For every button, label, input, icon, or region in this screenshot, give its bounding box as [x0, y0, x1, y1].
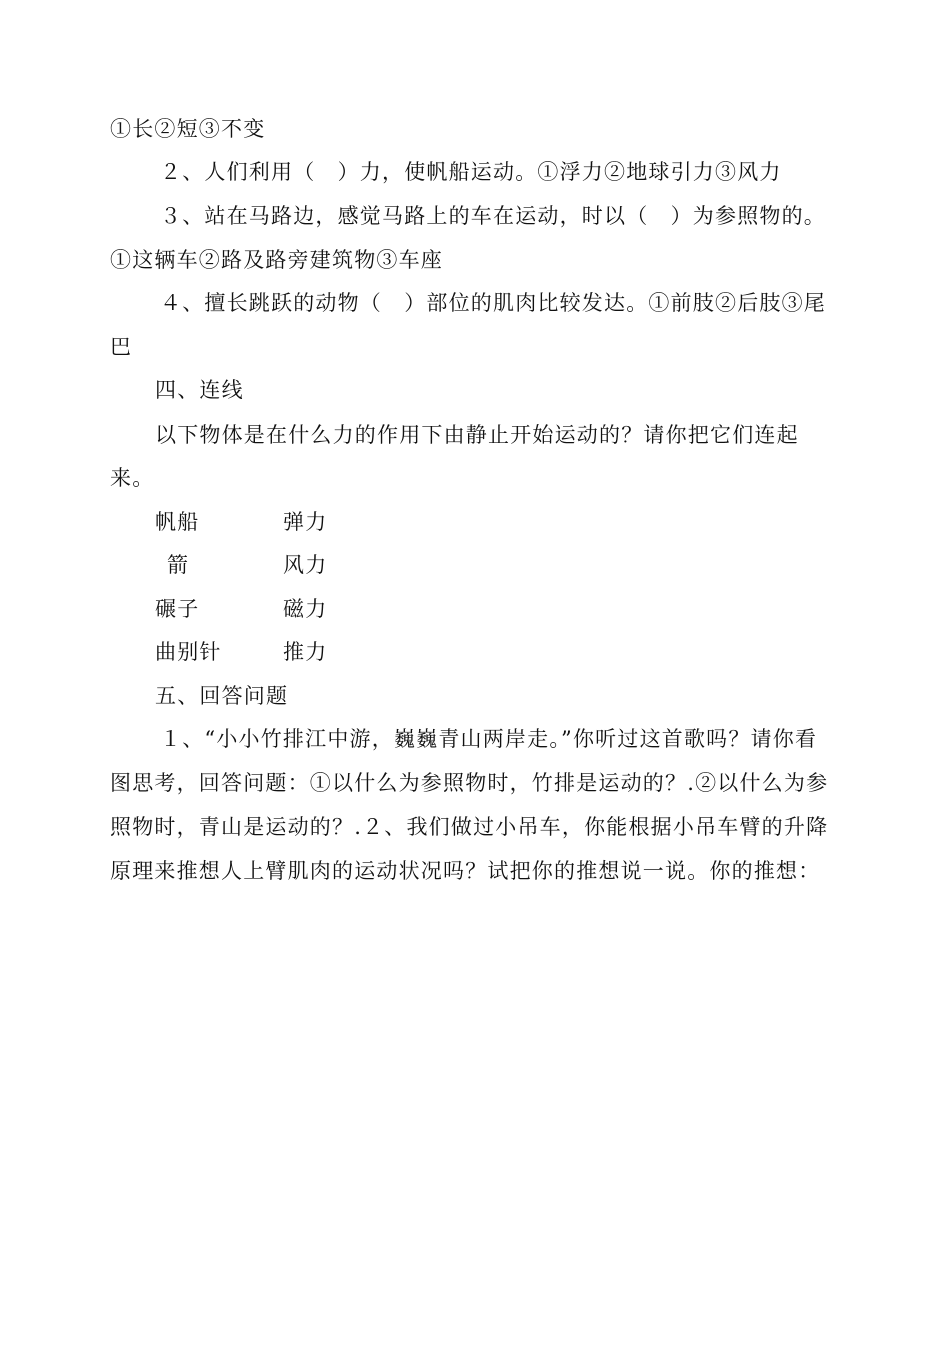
matching-right-item: 磁力 — [283, 597, 328, 621]
section-4-instructions: 以下物体是在什么力的作用下由静止开始运动的？请你把它们连起 — [155, 423, 799, 447]
question-3-options: ①这辆车②路及路旁建筑物③车座 — [110, 248, 443, 272]
matching-left-item: 碾子 — [155, 597, 200, 621]
matching-left-item: 箭 — [167, 553, 190, 577]
question-2: ２、人们利用（ ）力，使帆船运动。①浮力②地球引力③风力 — [160, 160, 782, 184]
matching-right-item: 推力 — [283, 640, 328, 664]
matching-right-item: 弹力 — [283, 510, 328, 534]
question-3: ３、站在马路边，感觉马路上的车在运动，时以（ ）为参照物的。 — [160, 204, 826, 228]
section-5-text-line: 照物时，青山是运动的？.２、我们做过小吊车，你能根据小吊车臂的升降 — [110, 815, 829, 839]
q1-options: ①长②短③不变 — [110, 117, 266, 141]
section-5-question-1: １、“小小竹排江中游，巍巍青山两岸走。”你听过这首歌吗？请你看 — [160, 727, 818, 751]
matching-left-item: 曲别针 — [155, 640, 222, 664]
section-4-heading: 四、连线 — [155, 378, 244, 402]
section-5-text-line: 原理来推想人上臂肌肉的运动状况吗？试把你的推想说一说。你的推想： — [110, 859, 821, 883]
section-5-text-line: 图思考，回答问题：①以什么为参照物时，竹排是运动的？.②以什么为参 — [110, 771, 829, 795]
section-5-heading: 五、回答问题 — [155, 684, 289, 708]
question-4-continued: 巴 — [110, 335, 133, 359]
section-4-instructions-continued: 来。 — [110, 466, 155, 490]
question-4: ４、擅长跳跃的动物（ ）部位的肌肉比较发达。①前肢②后肢③尾 — [160, 291, 826, 315]
matching-right-item: 风力 — [283, 553, 328, 577]
matching-left-item: 帆船 — [155, 510, 200, 534]
